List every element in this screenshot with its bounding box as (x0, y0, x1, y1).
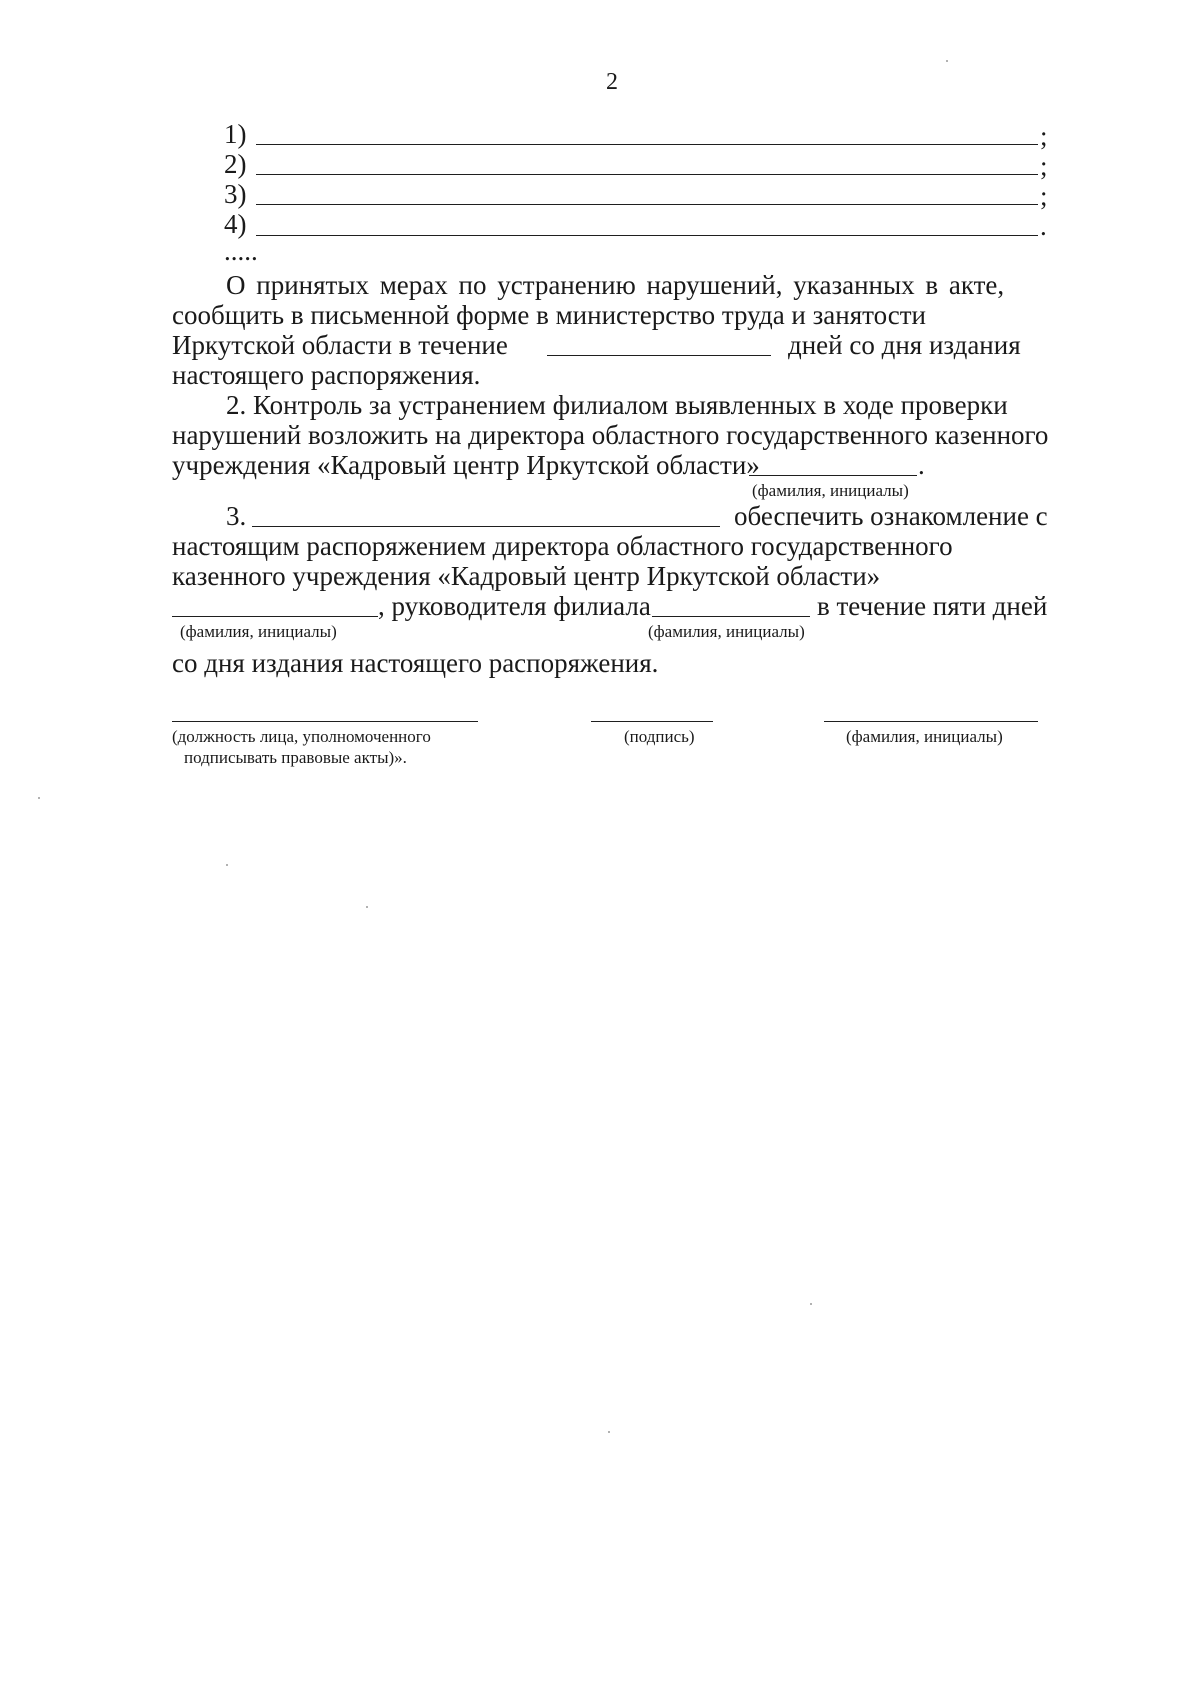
para3-number: 3. (226, 501, 247, 531)
branch-head-caption: (фамилия, инициалы) (648, 622, 805, 641)
para2-line-2: нарушений возложить на директора областного государственного казенного (172, 420, 1049, 450)
director-fio-blank-line (172, 616, 378, 617)
para3-line-1b: обеспечить ознакомление с (734, 501, 1048, 531)
position-caption-line-2: подписывать правовые акты)». (184, 748, 407, 767)
para3-line-3: казенного учреждения «Кадровый центр Иркутской области» (172, 561, 881, 591)
director-name-blank-line (749, 475, 917, 476)
para2-line-1: 2. Контроль за устранением филиалом выявленных в ходе проверки (226, 390, 1008, 420)
director-name-caption: (фамилия, инициалы) (752, 481, 909, 500)
item-2-end: ; (1040, 151, 1048, 181)
scan-speck (946, 60, 948, 62)
signature-caption: (подпись) (624, 727, 695, 746)
days-blank-line (547, 355, 771, 356)
para3-line-2: настоящим распоряжением директора областного государственного (172, 531, 953, 561)
item-3-end: ; (1040, 181, 1048, 211)
page-number: 2 (606, 69, 618, 95)
para3-line-5: со дня издания настоящего распоряжения. (172, 648, 659, 678)
signer-name-blank-line (824, 721, 1038, 722)
branch-head-blank-line (652, 616, 810, 617)
scan-speck (810, 1303, 812, 1305)
item-2-blank-line (256, 174, 1038, 175)
item-1-end: ; (1040, 121, 1048, 151)
item-4-end: . (1040, 211, 1047, 241)
signer-name-caption: (фамилия, инициалы) (846, 727, 1003, 746)
item-4-number: 4) (224, 209, 247, 239)
para1-line-1: О принятых мерах по устранению нарушений, указанных в акте, (226, 270, 1005, 300)
scan-speck (608, 1431, 610, 1433)
para1-line-2: сообщить в письменной форме в министерство труда и занятости (172, 300, 926, 330)
para1-line-3a: Иркутской области в течение (172, 330, 508, 360)
scan-speck (226, 864, 228, 866)
position-blank-line (172, 721, 478, 722)
item-1-number: 1) (224, 119, 247, 149)
signature-blank-line (591, 721, 713, 722)
item-3-number: 3) (224, 179, 247, 209)
para3-line-4a: , руководителя филиала (378, 591, 651, 621)
para2-line-3: учреждения «Кадровый центр Иркутской области» (172, 450, 760, 480)
item-3-blank-line (256, 204, 1038, 205)
item-4-blank-line (256, 235, 1038, 236)
scan-speck (366, 906, 368, 908)
para1-line-3b: дней со дня издания (788, 330, 1021, 360)
para3-line-4b: в течение пяти дней (817, 591, 1048, 621)
position-caption-line-1: (должность лица, уполномоченного (172, 727, 431, 746)
item-2-number: 2) (224, 149, 247, 179)
item-1-blank-line (256, 144, 1038, 145)
para1-line-4: настоящего распоряжения. (172, 360, 481, 390)
scan-speck (38, 797, 40, 799)
director-fio-caption: (фамилия, инициалы) (180, 622, 337, 641)
responsible-blank-line (252, 526, 720, 527)
list-ellipsis: ..... (224, 236, 258, 266)
para2-line-3-end: . (918, 450, 925, 480)
